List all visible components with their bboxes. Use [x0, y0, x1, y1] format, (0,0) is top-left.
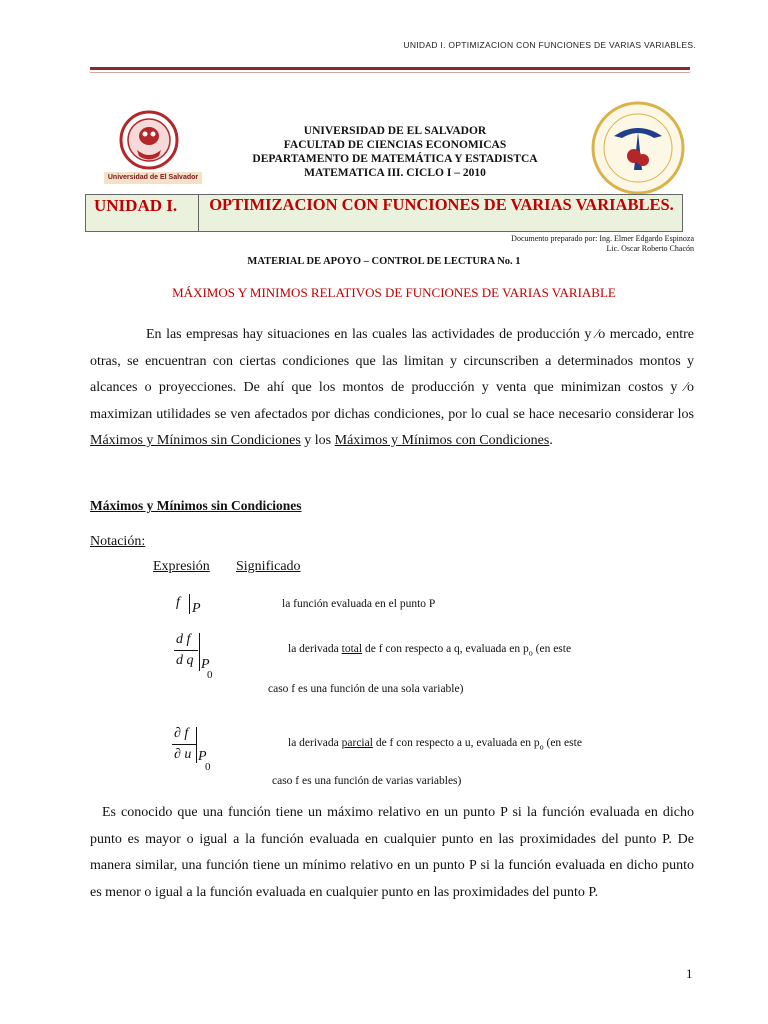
- notation-desc-3: la derivada parcial de f con respecto a u, evaluada en $p_o$ (en este: [288, 737, 582, 752]
- notation-p: P: [201, 657, 210, 672]
- evaluation-bar: [189, 594, 190, 614]
- intro-text-c: .: [549, 433, 553, 448]
- intro-paragraph: [90, 322, 694, 455]
- faculty-seal-icon: [590, 98, 686, 198]
- notation-f: f: [176, 595, 180, 610]
- term-parcial: parcial: [341, 737, 373, 749]
- significado-header: Significado: [236, 559, 301, 574]
- institution-line-2: FACULTAD DE CIENCIAS ECONOMICAS: [283, 139, 507, 151]
- institution-line-3: DEPARTAMENTO DE MATEMÁTICA Y ESTADISTCA: [252, 153, 538, 165]
- unit-title: OPTIMIZACION CON FUNCIONES DE VARIAS VARIABLES.: [209, 195, 674, 214]
- logo-caption: Universidad de El Salvador: [107, 174, 199, 181]
- notacion-label: Notación:: [90, 534, 146, 549]
- notation-sub-0: 0: [205, 761, 211, 773]
- notation-desc-3-cont: caso f es una función de varias variables): [272, 775, 462, 787]
- university-logo: [104, 108, 202, 186]
- notation-p: P: [192, 601, 201, 616]
- fraction-bar: [174, 650, 198, 651]
- running-header: UNIDAD I. OPTIMIZACION CON FUNCIONES DE VARIAS VARIABLES.: [403, 40, 696, 50]
- fraction-bar: [172, 744, 196, 745]
- closing-paragraph: [90, 800, 694, 906]
- evaluation-bar: [196, 727, 197, 763]
- section-heading: MÁXIMOS Y MINIMOS RELATIVOS DE FUNCIONES DE VARIAS VARIABLE: [172, 285, 616, 300]
- fraction-numerator-partial: ∂ f: [174, 726, 189, 741]
- institution-line-4: MATEMATICA III. CICLO I – 2010: [304, 167, 486, 179]
- expresion-header: Expresión: [153, 559, 210, 574]
- faculty-seal: [590, 98, 686, 198]
- credit-line-2: Lic. Oscar Roberto Chacón: [606, 244, 694, 253]
- unit-title-box: [85, 194, 683, 232]
- fraction-numerator-d: d f: [176, 632, 191, 647]
- header-rule: [90, 67, 690, 70]
- notation-desc-2-cont: caso f es una función de una sola variable): [268, 683, 464, 695]
- notation-p: P: [198, 749, 207, 764]
- intro-term-con-condiciones: Máximos y Mínimos con Condiciones: [334, 433, 550, 448]
- fraction-denominator-d: d q: [176, 653, 194, 668]
- credit-line-1: Documento preparado por: Ing. Elmer Edgardo Espinoza: [511, 234, 694, 243]
- intro-text-a: En las empresas hay situaciones en las cuales las actividades de producción y ⁄o mercado, entre otras, se encuentran con ciertas condiciones que las limitan y circunscriben a determinados montos y alcances o proyecciones. De ahí que los montos de producción y venta que minimizan costos y ⁄o maximizan utilidades se ven afectados por dichas condiciones, por lo cual se hace necesario considerar los: [90, 327, 694, 422]
- institution-line-1: UNIVERSIDAD DE EL SALVADOR: [303, 125, 487, 137]
- intro-term-sin-condiciones: Máximos y Mínimos sin Condiciones: [90, 433, 301, 448]
- institution-header: [210, 124, 580, 180]
- closing-text: Es conocido que una función tiene un máximo relativo en un punto P si la función evaluada en dicho punto es mayor o igual a la función evaluada en cualquier punto en las proximidades del punto P. De manera similar, una función tiene un mínimo relativo en un punto P si la función evaluada en dicho punto es menor o igual a la función evaluada en cualquier punto en las proximidades del punto P.: [90, 805, 694, 900]
- author-credits: [511, 234, 694, 254]
- evaluation-bar: [199, 633, 200, 671]
- sin-condiciones-heading: Máximos y Mínimos sin Condiciones: [90, 498, 302, 513]
- unit-label: UNIDAD I.: [94, 196, 178, 215]
- intro-text-b: y los: [300, 433, 335, 448]
- notation-desc-1: la función evaluada en el punto P: [282, 598, 436, 610]
- page-number: 1: [686, 966, 693, 981]
- notation-desc-2: la derivada total de f con respecto a q, evaluada en $p_o$ (en este: [288, 643, 572, 658]
- fraction-denominator-partial: ∂ u: [174, 747, 192, 762]
- material-heading: MATERIAL DE APOYO – CONTROL DE LECTURA No. 1: [247, 256, 521, 267]
- notation-sub-0: 0: [207, 669, 213, 681]
- header-rule-thin: [90, 72, 690, 73]
- unit-box-divider: [198, 195, 199, 231]
- term-total: total: [341, 643, 363, 655]
